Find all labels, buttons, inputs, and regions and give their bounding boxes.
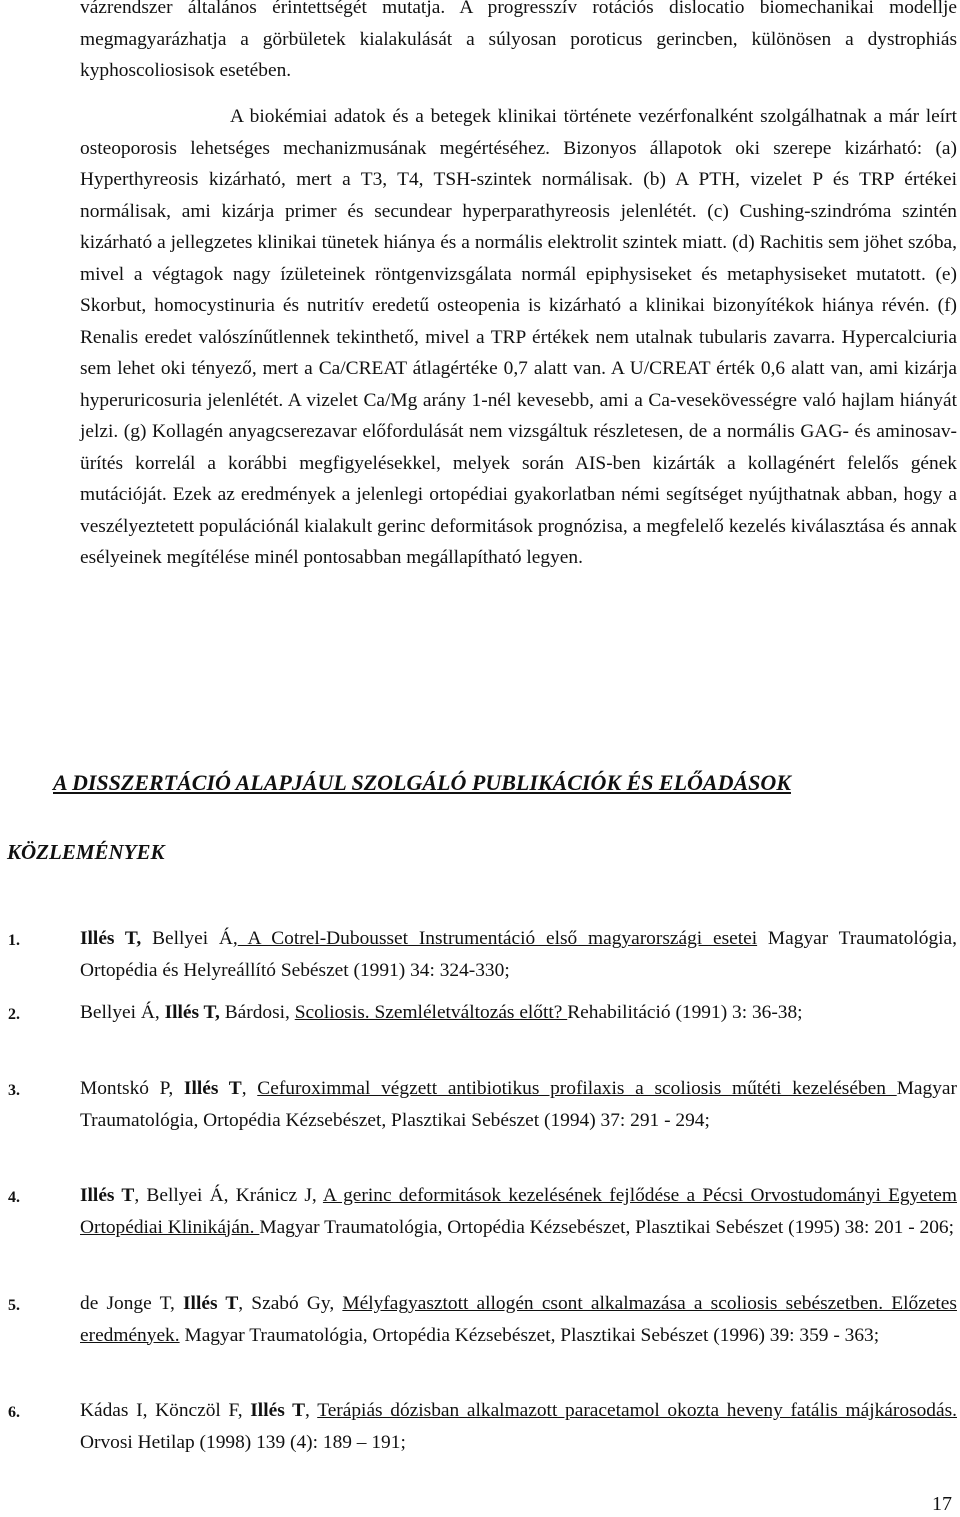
publication-text bbox=[80, 923, 957, 986]
publication-number: 2. bbox=[8, 1006, 20, 1023]
publication-authors: , bbox=[241, 1078, 258, 1099]
publication-source: Magyar Traumatológia, Ortopédia Kézsebészet, Plasztikai Sebészet (1995) 38: 201 - 206; bbox=[259, 1216, 954, 1238]
publication-main-author: Illés T bbox=[183, 1293, 239, 1314]
page-number: 17 bbox=[932, 1493, 952, 1515]
subsection-heading: KÖZLEMÉNYEK bbox=[7, 840, 165, 864]
publication-number: 3. bbox=[8, 1082, 20, 1099]
publication-authors: , bbox=[305, 1400, 318, 1421]
publication-title: Terápiás dózisban alkalmazott paracetamol okozta heveny fatális májkárosodás. bbox=[317, 1400, 958, 1421]
publication-coauthors: Montskó P, bbox=[80, 1078, 184, 1099]
publication-title: Scoliosis. Szemléletváltozás előtt? bbox=[294, 1002, 568, 1023]
publication-main-author: Illés T bbox=[250, 1400, 306, 1421]
publication-main-author: Illés T, bbox=[80, 928, 142, 949]
publication-text bbox=[80, 1180, 957, 1243]
publication-title: A Cotrel-Dubousset Instrumentáció első magyarországi esetei bbox=[237, 928, 758, 949]
publication-text bbox=[80, 997, 957, 1029]
publication-coauthors: de Jonge T, bbox=[80, 1293, 184, 1314]
publication-source: Magyar Traumatológia, Ortopédia és Helyreállító Sebészet (1991) 34: 324-330; bbox=[80, 928, 957, 981]
publication-source: Orvosi Hetilap (1998) 139 (4): 189 – 191; bbox=[80, 1431, 406, 1453]
publication-source: Magyar Traumatológia, Ortopédia Kézsebészet, Plasztikai Sebészet (1994) 37: 291 - 294; bbox=[80, 1078, 957, 1131]
publication-coauthors: Kádas I, Könczöl F, bbox=[80, 1400, 251, 1421]
publication-authors: , Szabó Gy, bbox=[238, 1293, 343, 1314]
publication-number: 5. bbox=[8, 1297, 20, 1314]
publication-text bbox=[80, 1395, 957, 1458]
publication-number: 1. bbox=[8, 932, 20, 949]
body-paragraph: vázrendszer általános érintettségét mutatja. A progresszív rotációs dislocatio biomechanikai modellje megmagyarázhatja a görbületek kialakulását a súlyosan poroticus gerincben, különösen a dystrophiás kyphoscoliosisok esetében. bbox=[80, 0, 957, 81]
publication-source: Rehabilitáció (1991) 3: 36-38; bbox=[567, 1002, 803, 1023]
publication-authors: Bellyei Á, bbox=[141, 928, 238, 949]
publication-main-author: Illés T, bbox=[164, 1002, 220, 1023]
section-heading: A DISSZERTÁCIÓ ALAPJÁUL SZOLGÁLÓ PUBLIKÁCIÓK ÉS ELŐADÁSOK bbox=[53, 770, 791, 795]
publication-source: Magyar Traumatológia, Ortopédia Kézsebészet, Plasztikai Sebészet (1996) 39: 359 - 363; bbox=[179, 1324, 880, 1346]
publication-authors: , Bellyei Á, Kránicz J, bbox=[134, 1185, 323, 1206]
publication-title: A gerinc deformitások kezelésének fejlődése a Pécsi Orvostudományi Egyetem Ortopédiai Klinikáján. bbox=[80, 1185, 957, 1238]
publication-number: 4. bbox=[8, 1189, 20, 1206]
publication-main-author: Illés T bbox=[183, 1078, 242, 1099]
publication-main-author: Illés T bbox=[80, 1185, 135, 1206]
publication-title: Mélyfagyasztott allogén csont alkalmazása a scoliosis sebészetben. Előzetes eredmények. bbox=[80, 1293, 957, 1346]
publication-number: 6. bbox=[8, 1404, 20, 1421]
publication-text bbox=[80, 1073, 957, 1136]
publication-text bbox=[80, 1288, 957, 1351]
publication-coauthors: Bellyei Á, bbox=[80, 1002, 165, 1023]
publication-authors: Bárdosi, bbox=[219, 1002, 295, 1023]
publication-title: Cefuroximmal végzett antibiotikus profilaxis a scoliosis műtéti kezelésében bbox=[257, 1078, 897, 1099]
body-paragraph: A biokémiai adatok és a betegek klinikai története vezérfonalként szolgálhatnak a már leírt osteoporosis lehetséges mechanizmusának megértéséhez. Bizonyos állapotok oki szerepe kizárható: (a) Hyperthyreosis kizárható, mert a T3, T4, TSH-szintek normálisak. (b) A PTH, vizelet P és TRP értékei normálisak, ami kizárja primer és secundear hyperparathyreosis jelenlétét. (c) Cushing-szindróma szintén kizárható a jellegzetes klinikai tünetek hiánya és a normális elektrolit szintek miatt. (d) Rachitis sem jöhet szóba, mivel a végtagok nagy ízületeinek röntgenvizsgálata normál epiphysiseket és metaphysiseket mutatott. (e) Skorbut, homocystinuria és nutritív eredetű osteopenia is kizárható a klinikai bizonyítékok hiánya révén. (f) Renalis eredet valószínűtlennek tekinthető, mivel a TRP értékek nem utalnak tubularis zavarra. Hypercalciuria sem lehet oki tényező, mert a Ca/CREAT átlagértéke 0,7 alatt van. A U/CREAT érték 0,6 alatt van, ami kizárja hyperuricosuria jelenlétét. A vizelet Ca/Mg arány 1-nél kevesebb, ami a Ca-vesekövességre való hajlam hiányát jelzi. (g) Kollagén anyagcserezavar előfordulását nem vizsgáltuk részletesen, de a normális GAG- és aminosav-ürítés korrelál a korábbi megfigyelésekkel, melyek során AIS-ben kizárták a kollagénért felelős gének mutációját. Ezek az eredmények a jelenlegi ortopédiai gyakorlatban némi segítséget nyújthatnak abban, hogy a veszélyeztetett populációnál kialakult gerinc deformitások prognózisa, a megfelelő kezelés kiválasztása és annak esélyeinek megítélése minél pontosabban megállapítható legyen. bbox=[80, 106, 957, 568]
